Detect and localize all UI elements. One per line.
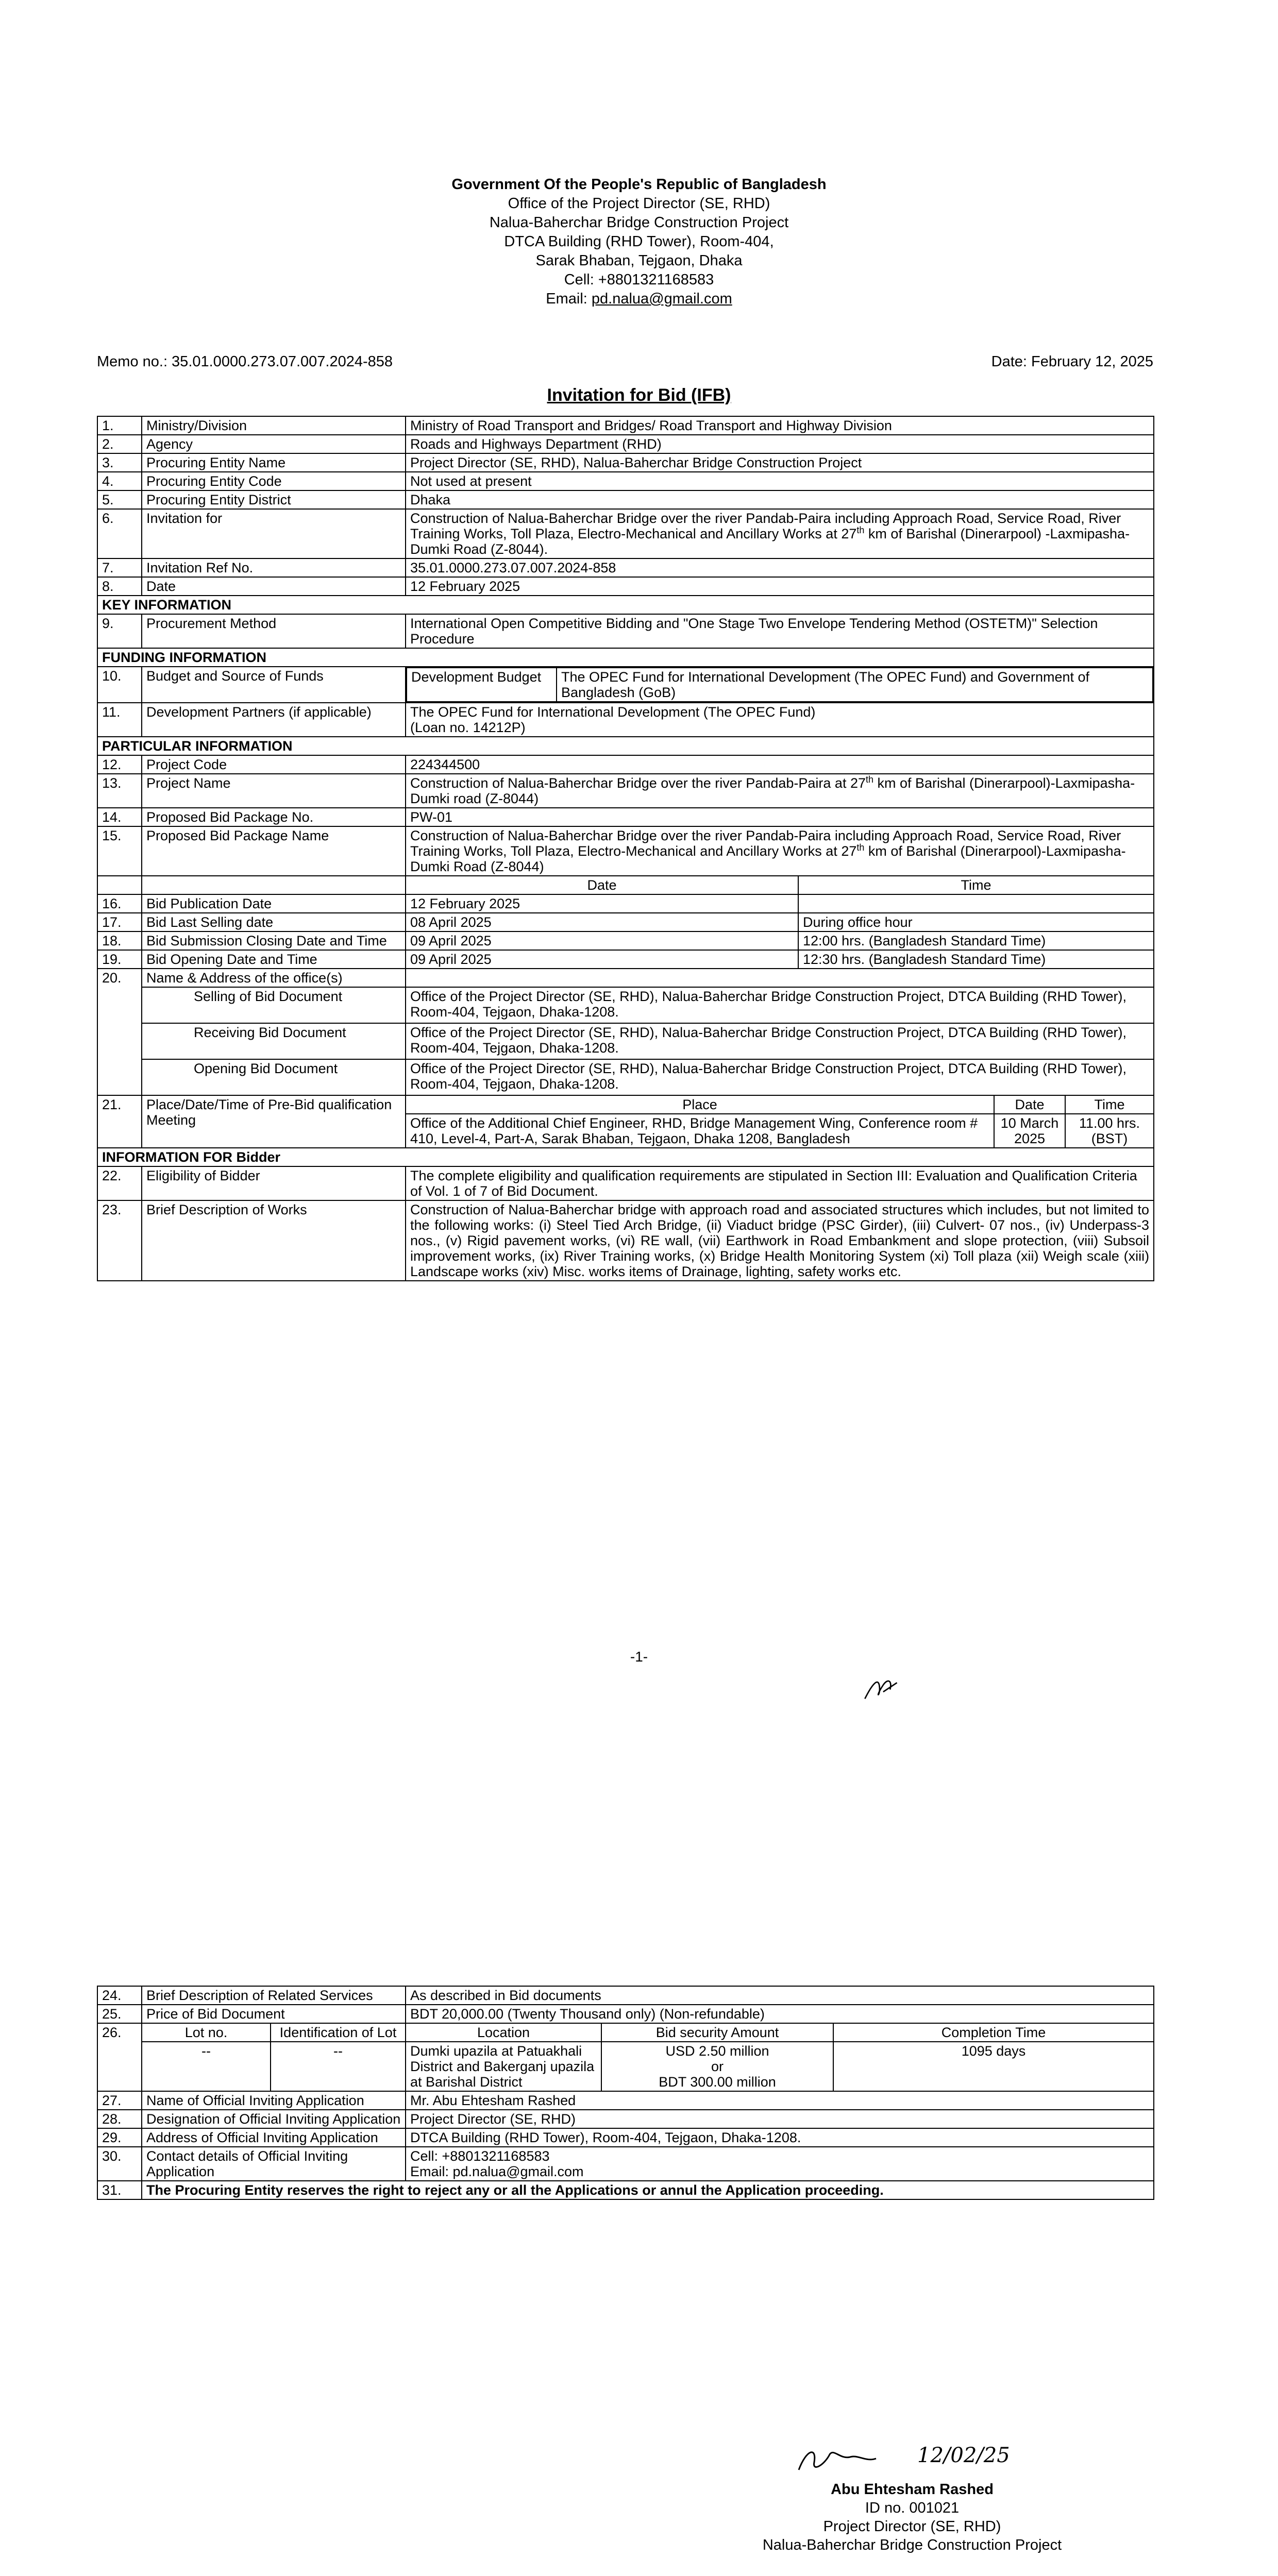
table-row: 23. Brief Description of Works Construction of Nalua-Baherchar bridge with approach road and associated structures which includes, but not limited to the following works: (i) Steel Tied Arch Bridge, (ii) Viaduct bridge (PSC Girder), (iii) Culvert- 07 nos., (iv) Underpass-3 nos., (v) Rigid pavement works, (vi) RE wall, (vii) Earthwork in Road Embankment and slope protection, (viii) Subsoil improvement works, (ix) River Training works, (x) Bridge Health Monitoring System (xi) Toll plaza (xii) Weigh scale (xiii) Landscape works (xiv) Misc. works items of Drainage, lighting, safety works etc. bbox=[97, 1200, 1154, 1281]
table-row: 6. Invitation for Construction of Nalua-Baherchar Bridge over the river Pandab-Paira including Approach Road, Service Road, River Training Works, Toll Plaza, Electro-Mechanical and Ancillary Works at 27th km of Barishal (Dinerarpool) -Laxmipasha-Dumki Road (Z-8044). bbox=[97, 509, 1154, 558]
table-row: 5. Procuring Entity District Dhaka bbox=[97, 490, 1154, 509]
letter-date: Date: February 12, 2025 bbox=[991, 353, 1153, 370]
page-2 bbox=[0, 1808, 1278, 2576]
table-row: 11. Development Partners (if applicable) The OPEC Fund for International Development (The OPEC Fund) (Loan no. 14212P) bbox=[97, 703, 1154, 737]
signatory-designation: Project Director (SE, RHD) bbox=[823, 2518, 1001, 2535]
table-row: 25. Price of Bid Document BDT 20,000.00 (Twenty Thousand only) (Non-refundable) bbox=[97, 2005, 1154, 2023]
office-building: DTCA Building (RHD Tower), Room-404, bbox=[504, 233, 774, 250]
page-number-1: -1- bbox=[630, 1649, 648, 1665]
table-row: 1. Ministry/Division Ministry of Road Transport and Bridges/ Road Transport and Highway Division bbox=[97, 416, 1154, 435]
table-row: 7. Invitation Ref No. 35.01.0000.273.07.007.2024-858 bbox=[97, 558, 1154, 577]
office-email-line bbox=[0, 290, 1278, 309]
signatory-project: Nalua-Baherchar Bridge Construction Project bbox=[762, 2537, 1062, 2553]
table-row: 9. Procurement Method International Open Competitive Bidding and "One Stage Two Envelope Tendering Method (OSTETM)" Selection Procedure bbox=[97, 614, 1154, 648]
signature-area bbox=[701, 2439, 1123, 2480]
table-row: 16. Bid Publication Date 12 February 2025 bbox=[97, 894, 1154, 913]
ifb-table-page-2 bbox=[97, 1986, 1154, 2200]
initials-scribble-icon bbox=[848, 1667, 910, 1708]
letterhead bbox=[0, 175, 1278, 309]
office-cell: Cell: +8801321168583 bbox=[564, 272, 714, 288]
table-row: 30. Contact details of Official Inviting Application Cell: +8801321168583 Email: pd.nalua@gmail.com bbox=[97, 2147, 1154, 2181]
table-row: 17. Bid Last Selling date 08 April 2025 During office hour bbox=[97, 913, 1154, 931]
table-row: 18. Bid Submission Closing Date and Time 09 April 2025 12:00 hrs. (Bangladesh Standard Time) bbox=[97, 931, 1154, 950]
signature-handwritten-date: 12/02/25 bbox=[917, 2444, 1010, 2467]
table-row: 14. Proposed Bid Package No. PW-01 bbox=[97, 808, 1154, 826]
section-heading-particular-information: PARTICULAR INFORMATION bbox=[97, 737, 1154, 755]
table-row: 13. Project Name Construction of Nalua-Baherchar Bridge over the river Pandab-Paira at 27th km of Barishal (Dinerarpool)-Laxmipasha-Dumki road (Z-8044) bbox=[97, 774, 1154, 808]
initials-signature bbox=[848, 1667, 910, 1713]
table-row: Office of the Additional Chief Engineer, RHD, Bridge Management Wing, Conference room # 410, Level-4, Part-A, Sarak Bhaban, Tejgaon, Dhaka 1208, Bangladesh 10 March 2025 11.00 hrs. (BST) bbox=[97, 1114, 1154, 1148]
email-label: Email: bbox=[546, 291, 592, 307]
ifb-table-page-1 bbox=[97, 416, 1154, 1281]
table-row: 27. Name of Official Inviting Application Mr. Abu Ehtesham Rashed bbox=[97, 2091, 1154, 2110]
table-row: 4. Procuring Entity Code Not used at present bbox=[97, 472, 1154, 490]
section-heading-key-information: KEY INFORMATION bbox=[97, 596, 1154, 614]
table-row: 2. Agency Roads and Highways Department (RHD) bbox=[97, 435, 1154, 453]
table-row: Receiving Bid Document Office of the Project Director (SE, RHD), Nalua-Baherchar Bridge Construction Project, DTCA Building (RHD Tower), Room-404, Tejgaon, Dhaka-1208. bbox=[97, 1023, 1154, 1059]
table-row: 12. Project Code 224344500 bbox=[97, 755, 1154, 774]
section-heading-funding-information: FUNDING INFORMATION bbox=[97, 648, 1154, 667]
signatory-block bbox=[701, 2439, 1123, 2554]
table-row: 22. Eligibility of Bidder The complete eligibility and qualification requirements are stipulated in Section III: Evaluation and Qualification Criteria of Vol. 1 of 7 of Bid Document. bbox=[97, 1166, 1154, 1200]
table-row: Opening Bid Document Office of the Project Director (SE, RHD), Nalua-Baherchar Bridge Construction Project, DTCA Building (RHD Tower), Room-404, Tejgaon, Dhaka-1208. bbox=[97, 1059, 1154, 1095]
signatory-id: ID no. 001021 bbox=[865, 2500, 960, 2516]
signatory-name: Abu Ehtesham Rashed bbox=[831, 2481, 994, 2498]
office-address: Sarak Bhaban, Tejgaon, Dhaka bbox=[535, 252, 743, 269]
project-name: Nalua-Baherchar Bridge Construction Project bbox=[489, 214, 789, 231]
table-row: 29. Address of Official Inviting Application DTCA Building (RHD Tower), Room-404, Tejgaon, Dhaka-1208. bbox=[97, 2128, 1154, 2147]
table-row: 20. Name & Address of the office(s) bbox=[97, 969, 1154, 987]
table-row: 19. Bid Opening Date and Time 09 April 2025 12:30 hrs. (Bangladesh Standard Time) bbox=[97, 950, 1154, 969]
section-heading-information-for-bidder: INFORMATION FOR Bidder bbox=[97, 1148, 1154, 1166]
table-row: Selling of Bid Document Office of the Project Director (SE, RHD), Nalua-Baherchar Bridge Construction Project, DTCA Building (RHD Tower), Room-404, Tejgaon, Dhaka-1208. bbox=[97, 987, 1154, 1023]
table-row: -- -- Dumki upazila at Patuakhali District and Bakerganj upazila at Barishal District USD 2.50 million or BDT 300.00 million 1095 days bbox=[97, 2042, 1154, 2091]
table-row: 8. Date 12 February 2025 bbox=[97, 577, 1154, 596]
government-name: Government Of the People's Republic of Bangladesh bbox=[451, 176, 827, 193]
table-row: 26. Lot no. Identification of Lot Location Bid security Amount Completion Time bbox=[97, 2023, 1154, 2042]
table-row: 3. Procuring Entity Name Project Director (SE, RHD), Nalua-Baherchar Bridge Construction Project bbox=[97, 453, 1154, 472]
table-row: 21. Place/Date/Time of Pre-Bid qualification Meeting Place Date Time bbox=[97, 1095, 1154, 1114]
memo-number: Memo no.: 35.01.0000.273.07.007.2024-858 bbox=[97, 353, 393, 370]
table-row: 28. Designation of Official Inviting Application Project Director (SE, RHD) bbox=[97, 2110, 1154, 2128]
date-time-header-row: Date Time bbox=[97, 876, 1154, 894]
table-row: 15. Proposed Bid Package Name Construction of Nalua-Baherchar Bridge over the river Pandab-Paira including Approach Road, Service Road, River Training Works, Toll Plaza, Electro-Mechanical and Ancillary Works at 27th km of Barishal (Dinerarpool)-Laxmipasha-Dumki Road (Z-8044) bbox=[97, 826, 1154, 876]
table-row: 24. Brief Description of Related Services As described in Bid documents bbox=[97, 1986, 1154, 2005]
office-name: Office of the Project Director (SE, RHD) bbox=[508, 195, 770, 212]
table-row: 10. Budget and Source of Funds Development Budget The OPEC Fund for International Development (The OPEC Fund) and Government of Bangladesh (GoB) bbox=[97, 667, 1154, 703]
email-link[interactable]: pd.nalua@gmail.com bbox=[591, 291, 732, 307]
document-title: Invitation for Bid (IFB) bbox=[547, 385, 731, 405]
table-row: 31. The Procuring Entity reserves the right to reject any or all the Applications or annul the Application proceeding. bbox=[97, 2181, 1154, 2199]
